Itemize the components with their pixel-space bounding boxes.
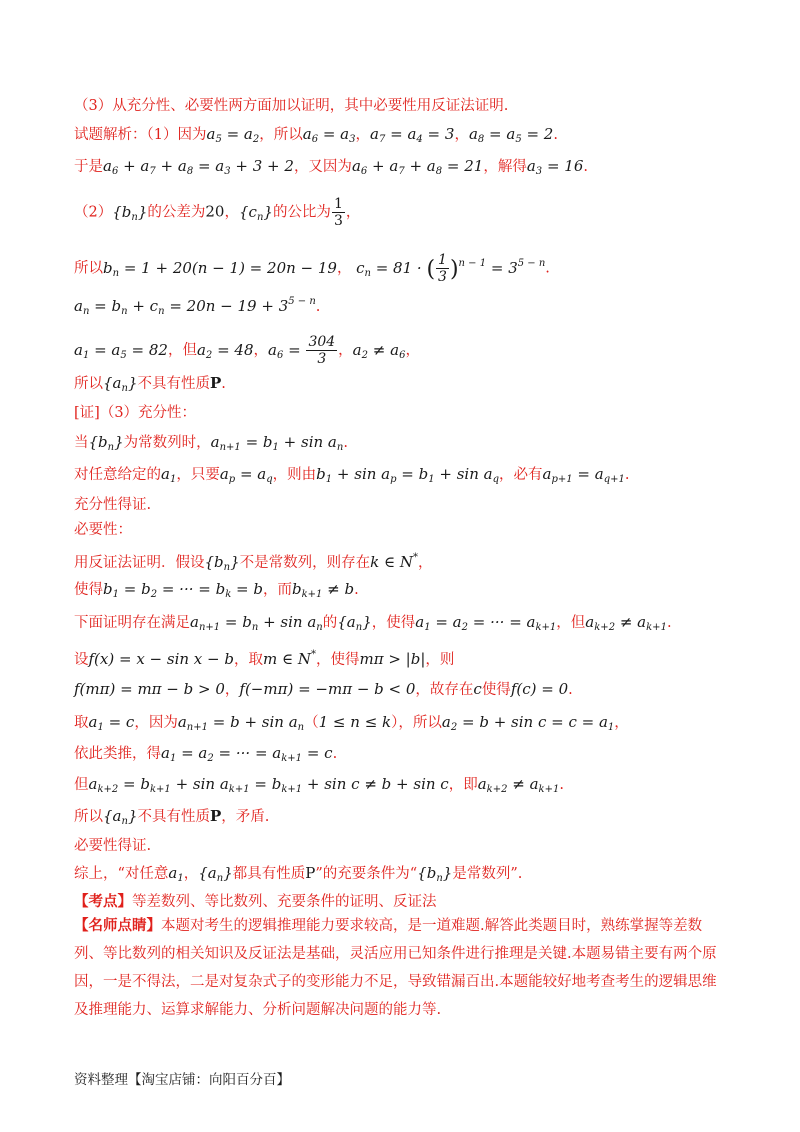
formula: c [473, 680, 482, 698]
text: 都具有性质 [232, 866, 306, 882]
text: 设 [74, 652, 89, 668]
contradiction: 但$a_{k+2} = b_{k+1} + \sin a_{k+1} = b_{k+1} + \sin c \ne b + \sin c$，即$a_{k+2} \ne a_{k+1}$. [74, 775, 564, 795]
formula: $a_1 = c$ [88, 713, 135, 733]
text: 等差数列、等比数列、充要条件的证明、反证法 [132, 894, 437, 910]
define-f [74, 645, 740, 670]
formula: $a_1 = a_5 = 82$ [74, 340, 168, 361]
formula: $a_n = b_n + c_n = 20n - 19 + 3^{5 - n}$ [74, 296, 316, 317]
formula: $\{b_n\}$ [112, 202, 148, 223]
induction: 依此类推，得$a_1 = a_2$ = ··· = $a_{k+1} = c$. [74, 744, 338, 764]
sufficiency-proved: 充分性得证. [74, 497, 152, 513]
formula: m ∈ N* [262, 649, 316, 668]
solution-compare: $a_1 = a_5 = 82$，但$a_2 = 48$，$a_6$ = $\frac{304}{3}$ ，$a_2 \ne a_6$， [74, 334, 420, 367]
formula: $a_2 = 48$ [196, 340, 254, 361]
text: ，故存在 [415, 682, 474, 698]
text: 的公比为 [272, 204, 331, 221]
text: 不具有性质 [137, 809, 210, 825]
formula: $a_{k+2} \ne a_{k+1}$ [477, 775, 560, 795]
text: 依此类推，得 [74, 746, 161, 762]
formula: $a_2 = b + \sin c = c = a_1$ [441, 713, 615, 733]
necessity-claim: 下面证明存在满足$a_{n+1} = b_n + \sin a_n$的$\{a_n\}$，使得$a_1 = a_2$ = ··· = $a_{k+1}$，但$a_{k+2} \ne a_{k+1}$. [74, 613, 672, 633]
formula: $a_7 = a_4 = 3$ [370, 125, 455, 145]
text: ，取 [233, 652, 263, 668]
formula: f(mπ) = mπ − b > 0 [74, 680, 225, 698]
text: 于是 [74, 159, 103, 175]
formula: $\{a_n\}$ [198, 864, 233, 884]
formula: $a_{k+2} = b_{k+1} + \sin a_{k+1} = b_{k+1} + \sin c \ne b + \sin c$ [88, 775, 449, 795]
text: 的公差为 [147, 204, 206, 221]
text: ，必有 [499, 467, 543, 483]
teacher-comment [74, 912, 730, 1024]
formula: $a_{n+1} = b + \sin a_n$ [177, 713, 305, 733]
formula: $\{c_n\}$ [238, 202, 273, 223]
formula: f(c) = 0 [510, 680, 569, 698]
formula: $\{a_n\}$ [103, 807, 138, 827]
formula: $a_p = a_q$ [219, 465, 273, 485]
knowledge-point [74, 892, 740, 912]
text: 试题解析：（1）因为 [74, 127, 207, 143]
text: 的 [322, 615, 338, 631]
text: （2） [74, 204, 113, 221]
footer-source: 资料整理【淘宝店铺：向阳百分百】 [74, 1072, 290, 1088]
text: 下面证明存在满足 [74, 615, 190, 631]
sufficiency-line: 当$\{b_n\}$为常数列时，$a_{n+1} = b_1 + \sin a_n$. [74, 433, 348, 453]
formula: $a_5 = a_2$ [206, 125, 260, 145]
text: ，即 [448, 777, 478, 793]
formula: f(−mπ) = −mπ − b < 0 [239, 680, 416, 698]
text: ，但 [556, 615, 586, 631]
sufficiency-detail: 对任意给定的$a_1$，只要$a_p = a_q$，则由$b_1 + \sin a_p = b_1 + \sin a_q$，必有$a_{p+1} = a_{q+1}$. [74, 465, 630, 485]
formula: $\{a_n\}$ [103, 374, 138, 394]
text: 对任意给定的 [74, 467, 161, 483]
formula: $a_6 + a_7 + a_8 = 21$ [351, 157, 484, 177]
formula: mπ > |b| [359, 650, 426, 668]
label: 【考点】 [74, 893, 132, 910]
necessity-proved: 必要性得证. [74, 838, 152, 854]
formula: P [210, 807, 222, 825]
formula: $a_6$ = $\frac{304}{3}$ [268, 334, 336, 367]
formula: $a_{n+1} = b_n + \sin a_n$ [190, 613, 323, 633]
text: ， [224, 204, 239, 221]
text: 所以 [74, 376, 103, 392]
contradiction-conclusion [74, 806, 740, 832]
formula: $a_1$ [161, 465, 177, 485]
formula: f(x) = x − sin x − b [88, 650, 234, 668]
proof-part3-heading: [证]（3）充分性： [74, 405, 197, 421]
text: 使得 [481, 682, 511, 698]
text: ”的充要条件为“ [315, 866, 418, 882]
formula: $a_6 = a_3$ [302, 125, 356, 145]
formula: $b_n = 1 + 20(n - 1) = 20n - 19$ [103, 258, 337, 279]
hint-part3: （3）从充分性、必要性两方面加以证明，其中必要性用反证法证明. [74, 98, 509, 114]
formula: $a_1 = a_2$ = ··· = $a_{k+1} = c$ [161, 744, 333, 764]
formula: $a_1$ [168, 864, 184, 884]
formula: P [305, 864, 316, 882]
text: 当 [74, 435, 89, 451]
solution-part2: $(2)\{b_n\}$的公差为20，$\{c_n\}$的公比为 $\frac{1}{3}$ ， [74, 196, 361, 229]
formula: $\{b_n\}$ [417, 864, 453, 884]
formula: $\{b_n\}$ [88, 433, 124, 453]
text: ， [355, 127, 371, 143]
text: ，因为 [134, 715, 178, 731]
formula: 1 ≤ n ≤ k [318, 713, 392, 731]
formula: $a_8 = a_5 = 2$ [468, 125, 554, 145]
text: ，但 [167, 342, 197, 359]
text: ，矛盾. [221, 809, 270, 825]
text: ，解得 [483, 159, 527, 175]
text: 所以 [74, 260, 103, 277]
text: 所以 [74, 809, 103, 825]
formula: k ∈ N* [370, 552, 419, 571]
text: 综上，“对任意 [74, 866, 169, 882]
formula: $a_2 \ne a_6$ [352, 340, 406, 361]
text: 但 [74, 777, 89, 793]
formula: $b_{k+1} \ne b$ [291, 580, 355, 600]
text: ，所以 [259, 127, 303, 143]
fraction: $\frac{1}{3}$ [333, 196, 343, 229]
formula: 20 [205, 202, 225, 221]
text: ，则 [425, 652, 455, 668]
label: 【名师点睛】 [74, 917, 161, 934]
formula: P [210, 374, 222, 392]
text: 为常数列时， [123, 435, 211, 451]
text: ，则由 [272, 467, 317, 483]
text: 用反证法证明．假设 [74, 555, 205, 571]
necessity-assume: 用反证法证明．假设$\{b_n\}$不是常数列，则存在k ∈ N*， [74, 552, 433, 573]
text: 是常数列”. [452, 866, 523, 882]
conclusion-part2: 所以$\{a_n\}$不具有性质P. [74, 374, 226, 394]
text: 本题对考生的逻辑推理能力要求较高，是一道难题.解答此类题目时，熟练掌握等差数列、等比数列的相关知识及反证法是基础，灵活应用已知条件进行推理是关键.本题易错主要有两个原因，一是不得法，二是对复杂式子的变形能力不足，导致错漏百出.本题能较好地考查考生的逻辑思维及推理能力、运算求解能力、分析问题解决问题的能力等. [74, 918, 717, 1018]
text: ，又因为 [293, 159, 352, 175]
formula: $b_1 = b_2$ = ··· = $b_k = b$ [103, 580, 263, 600]
necessity-heading: 必要性： [74, 522, 132, 538]
formula: $c_n = 81$ · ( $\frac{1}{3}$ )$^{n - 1} = 3^{5 - n}$ [356, 252, 546, 285]
final-conclusion: 综上，“对任意$a_1$，$\{a_n\}$都具有性质P”的充要条件为“$\{b_n\}$是常数列”. [74, 864, 523, 884]
f-values: f(mπ) = mπ − b > 0，f(−mπ) = −mπ − b < 0，故存在c使得f(c) = 0. [74, 680, 573, 698]
solution-part1: 试题解析：（1）因为$a_5 = a_2$，所以$a_6 = a_3$，$a_7 = a_4 = 3$，$a_8 = a_5 = 2$. [74, 125, 558, 145]
text: 不具有性质 [137, 376, 210, 392]
text: ，而 [262, 582, 292, 598]
formula: $a_1 = a_2$ = ··· = $a_{k+1}$ [415, 613, 557, 633]
text: ，使得 [371, 615, 416, 631]
formula: $\{b_n\}$ [204, 553, 240, 573]
formula: $a_{p+1} = a_{q+1}$ [542, 465, 625, 485]
take-a1: 取$a_1 = c$，因为$a_{n+1} = b + \sin a_n(1 \le n \le k)$，所以$a_2 = b + \sin c = c = a_1$， [74, 713, 629, 733]
formula: $a_{k+2} \ne a_{k+1}$ [585, 613, 667, 633]
text: ，使得 [315, 652, 360, 668]
text: 使得 [74, 582, 103, 598]
formula: $a_3 = 16$ [526, 157, 584, 177]
formula: $a_{n+1} = b_1 + \sin a_n$ [210, 433, 344, 453]
text: ， [454, 127, 469, 143]
text: ，所以 [398, 715, 442, 731]
formula: $a_6 + a_7 + a_8 = a_3 + 3 + 2$ [103, 157, 294, 177]
formula: $\{a_n\}$ [337, 613, 372, 633]
text: 取 [74, 715, 89, 731]
text: ，只要 [176, 467, 220, 483]
solution-an: $a_n = b_n + c_n = 20n - 19 + 3^{5 - n}$. [74, 296, 321, 317]
solution-part1-cont: 于是$a_6 + a_7 + a_8 = a_3 + 3 + 2$，又因为$a_6 + a_7 + a_8 = 21$，解得$a_3 = 16$. [74, 157, 588, 177]
text: 不是常数列，则存在 [239, 555, 371, 571]
solution-part2-formulas: 所以$b_n = 1 + 20(n - 1) = 20n - 19$， $c_n = 81$ · ( $\frac{1}{3}$ )$^{n - 1} = 3^{5 - n}$. [74, 252, 550, 285]
necessity-seq: 使得$b_1 = b_2$ = ··· = $b_k = b$，而$b_{k+1} \ne b$. [74, 580, 359, 600]
formula: $b_1 + \sin a_p = b_1 + \sin a_q$ [316, 465, 500, 485]
